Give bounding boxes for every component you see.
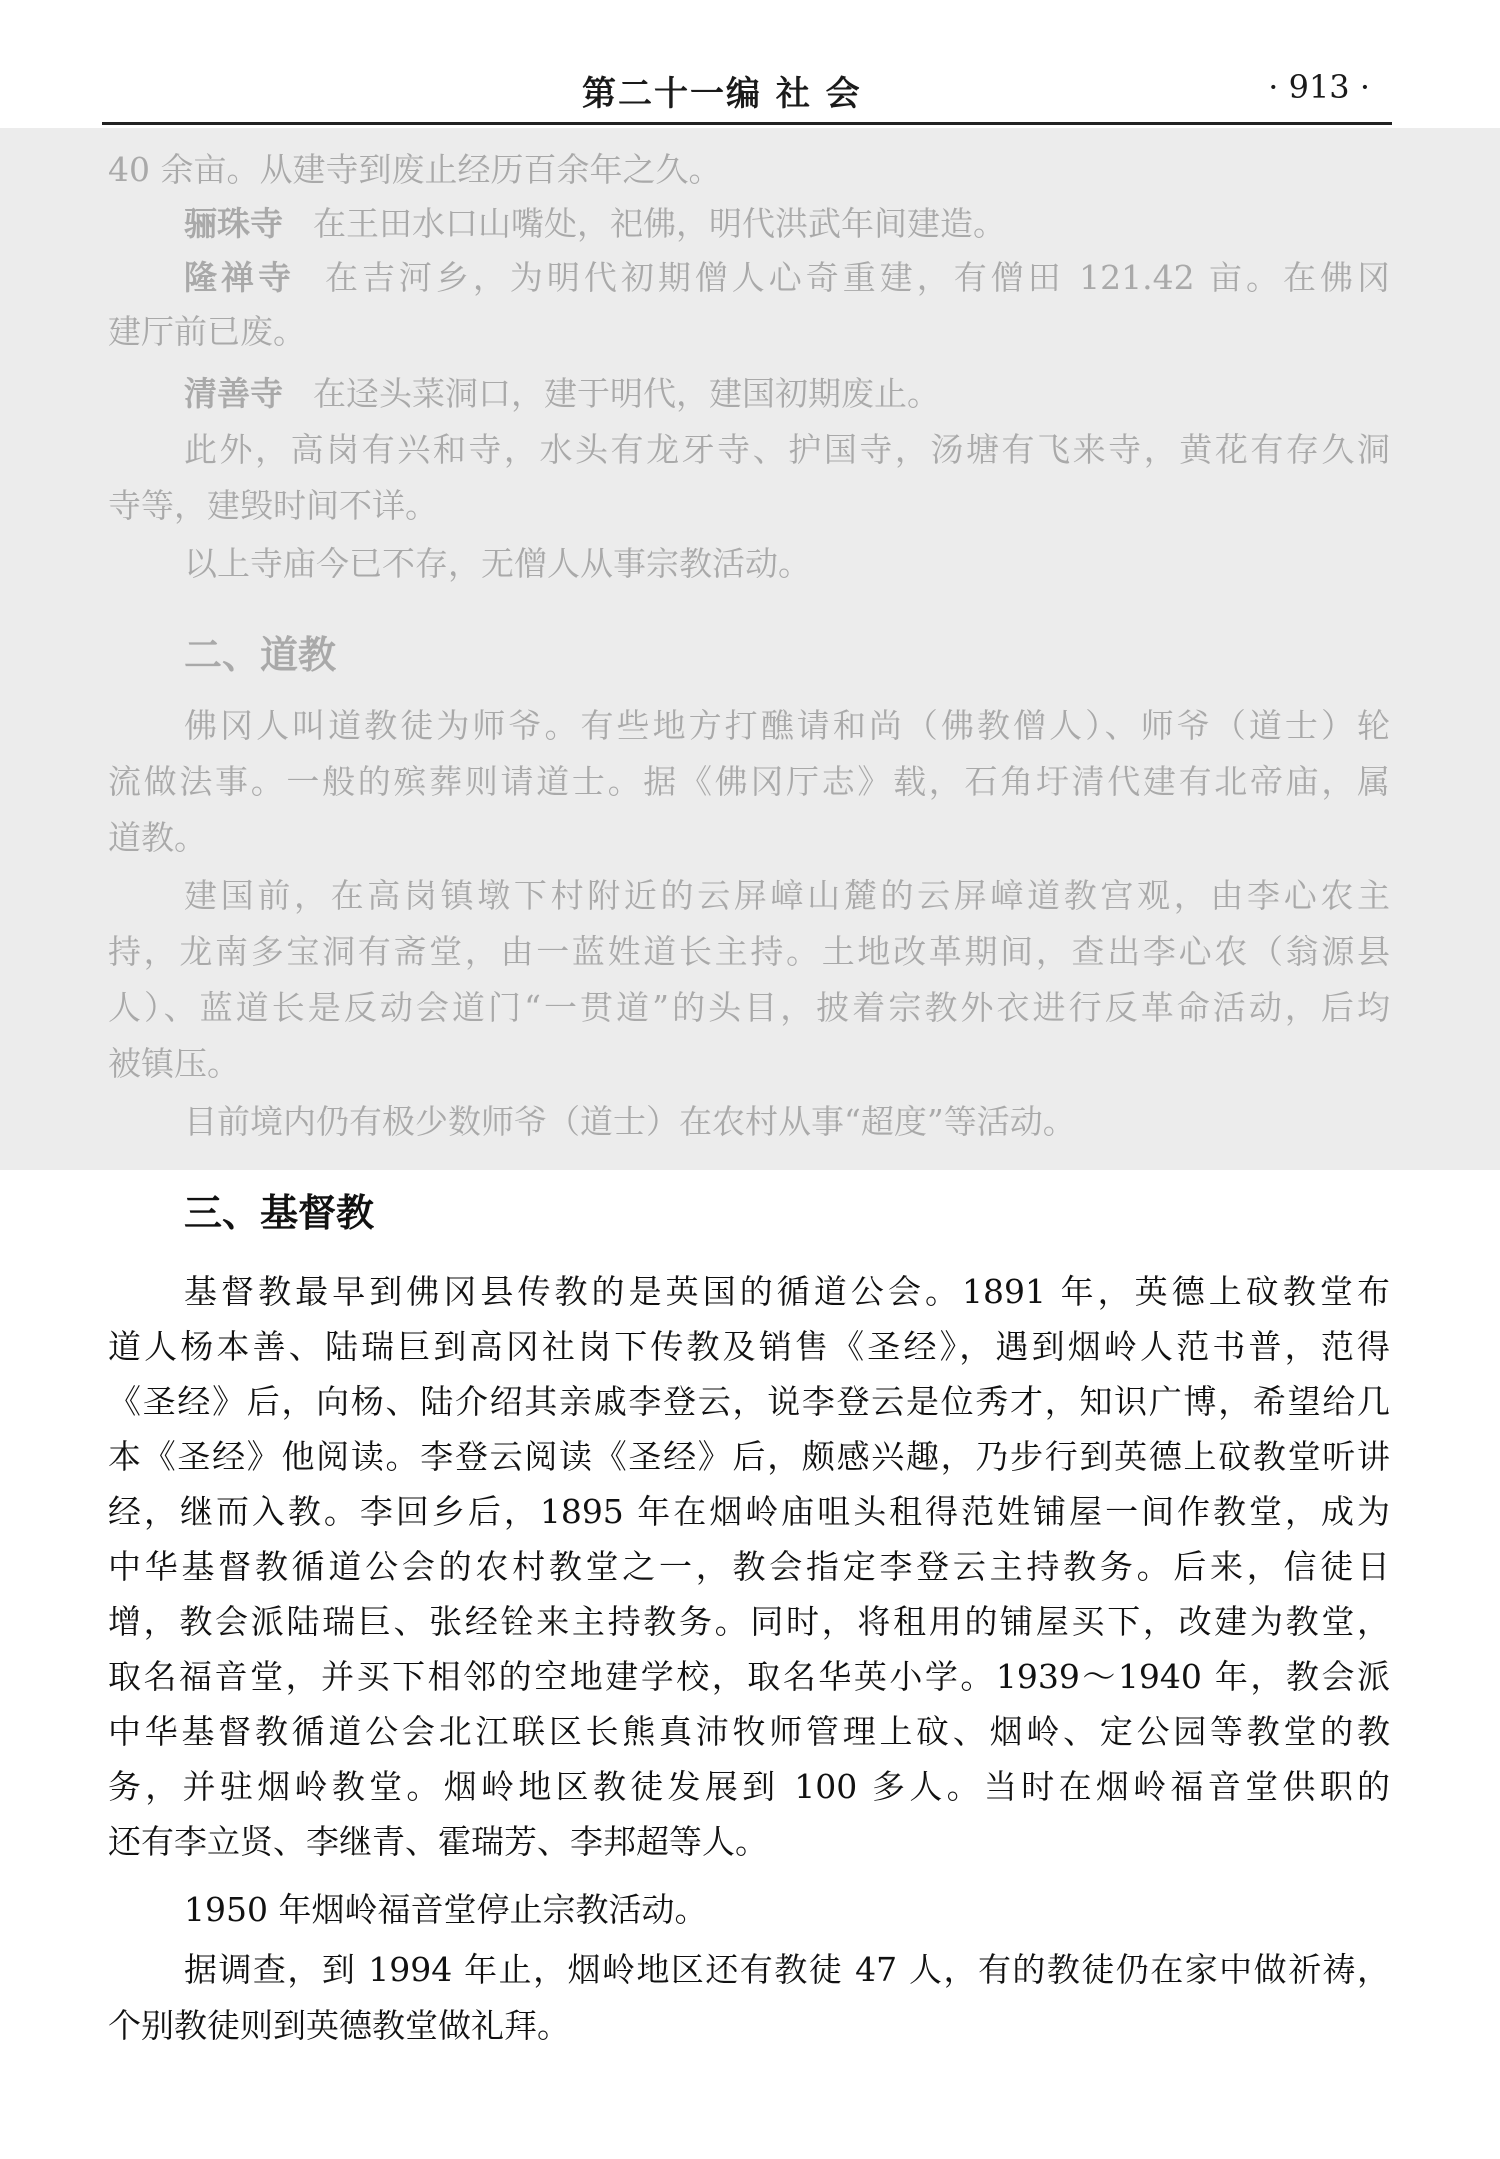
text-line: 道人杨本善、陆瑞巨到高冈社岗下传教及销售《圣经》，遇到烟岭人范书普，范得 xyxy=(108,1327,1390,1366)
text-line: 增，教会派陆瑞巨、张经铨来主持教务。同时，将租用的铺屋买下，改建为教堂， xyxy=(108,1602,1390,1641)
text-line: 取名福音堂，并买下相邻的空地建学校，取名华英小学。1939～1940 年，教会派 xyxy=(108,1657,1390,1696)
temple-description: 在迳头菜洞口，建于明代，建国初期废止。 xyxy=(313,374,940,413)
text-line: 据调查，到 1994 年止，烟岭地区还有教徒 47 人，有的教徒仍在家中做祈祷， xyxy=(184,1950,1390,1989)
text-line: 流做法事。一般的殡葬则请道士。据《佛冈厅志》载，石角圩清代建有北帝庙，属 xyxy=(108,762,1390,801)
text-line: 此外，高岗有兴和寺，水头有龙牙寺、护国寺，汤塘有飞来寺，黄花有存久洞 xyxy=(184,430,1390,469)
page-header xyxy=(102,56,1392,125)
text-line: 个别教徒则到英德教堂做礼拜。 xyxy=(108,2006,570,2045)
text-line: 《圣经》后，向杨、陆介绍其亲戚李登云，说李登云是位秀才，知识广博，希望给几 xyxy=(108,1382,1390,1421)
text-line: 中华基督教循道公会的农村教堂之一，教会指定李登云主持教务。后来，信徒日 xyxy=(108,1547,1390,1586)
temple-entry xyxy=(184,372,940,416)
temple-description: 在吉河乡，为明代初期僧人心奇重建，有僧田 121.42 亩。在佛冈 xyxy=(324,258,1390,297)
text-line: 佛冈人叫道教徒为师爷。有些地方打醮请和尚（佛教僧人）、师爷（道士）轮 xyxy=(184,706,1390,745)
temple-name: 骊珠寺 xyxy=(184,204,283,243)
text-line: 经，继而入教。李回乡后，1895 年在烟岭庙咀头租得范姓铺屋一间作教堂，成为 xyxy=(108,1492,1390,1531)
section-heading-christianity: 三、基督教 xyxy=(184,1190,375,1235)
text-line: 持，龙南多宝洞有斋堂，由一蓝姓道长主持。土地改革期间，查出李心农（翁源县 xyxy=(108,932,1390,971)
temple-entry xyxy=(184,256,1390,300)
temple-name: 隆禅寺 xyxy=(184,258,295,297)
text-line: 40 余亩。从建寺到废止经历百余年之久。 xyxy=(108,150,722,189)
text-line: 本《圣经》他阅读。李登云阅读《圣经》后，颇感兴趣，乃步行到英德上砇教堂听讲 xyxy=(108,1437,1390,1476)
text-line: 中华基督教循道公会北江联区长熊真沛牧师管理上砇、烟岭、定公园等教堂的教 xyxy=(108,1712,1390,1751)
text-line: 以上寺庙今已不存，无僧人从事宗教活动。 xyxy=(184,544,811,583)
temple-entry xyxy=(184,202,1006,246)
temple-description: 在王田水口山嘴处，祀佛，明代洪武年间建造。 xyxy=(313,204,1006,243)
section-heading-taoism: 二、道教 xyxy=(184,632,337,677)
text-line: 1950 年烟岭福音堂停止宗教活动。 xyxy=(184,1890,708,1929)
text-line: 被镇压。 xyxy=(108,1044,240,1083)
text-line: 还有李立贤、李继青、霍瑞芳、李邦超等人。 xyxy=(108,1822,768,1861)
text-line: 务，并驻烟岭教堂。烟岭地区教徒发展到 100 多人。当时在烟岭福音堂供职的 xyxy=(108,1767,1390,1806)
text-line: 寺等，建毁时间不详。 xyxy=(108,486,438,525)
text-line: 人）、蓝道长是反动会道门“一贯道”的头目，披着宗教外衣进行反革命活动，后均 xyxy=(108,988,1390,1027)
page-number: · 913 · xyxy=(1268,68,1370,106)
text-line: 基督教最早到佛冈县传教的是英国的循道公会。1891 年，英德上砇教堂布 xyxy=(184,1272,1390,1311)
text-line: 道教。 xyxy=(108,818,207,857)
text-line: 目前境内仍有极少数师爷（道士）在农村从事“超度”等活动。 xyxy=(184,1102,1076,1141)
text-line: 建国前，在高岗镇墩下村附近的云屏嶂山麓的云屏嶂道教宫观，由李心农主 xyxy=(184,876,1390,915)
running-title: 第二十一编 社 会 xyxy=(582,74,862,114)
temple-name: 清善寺 xyxy=(184,374,283,413)
text-line: 建厅前已废。 xyxy=(108,312,306,351)
